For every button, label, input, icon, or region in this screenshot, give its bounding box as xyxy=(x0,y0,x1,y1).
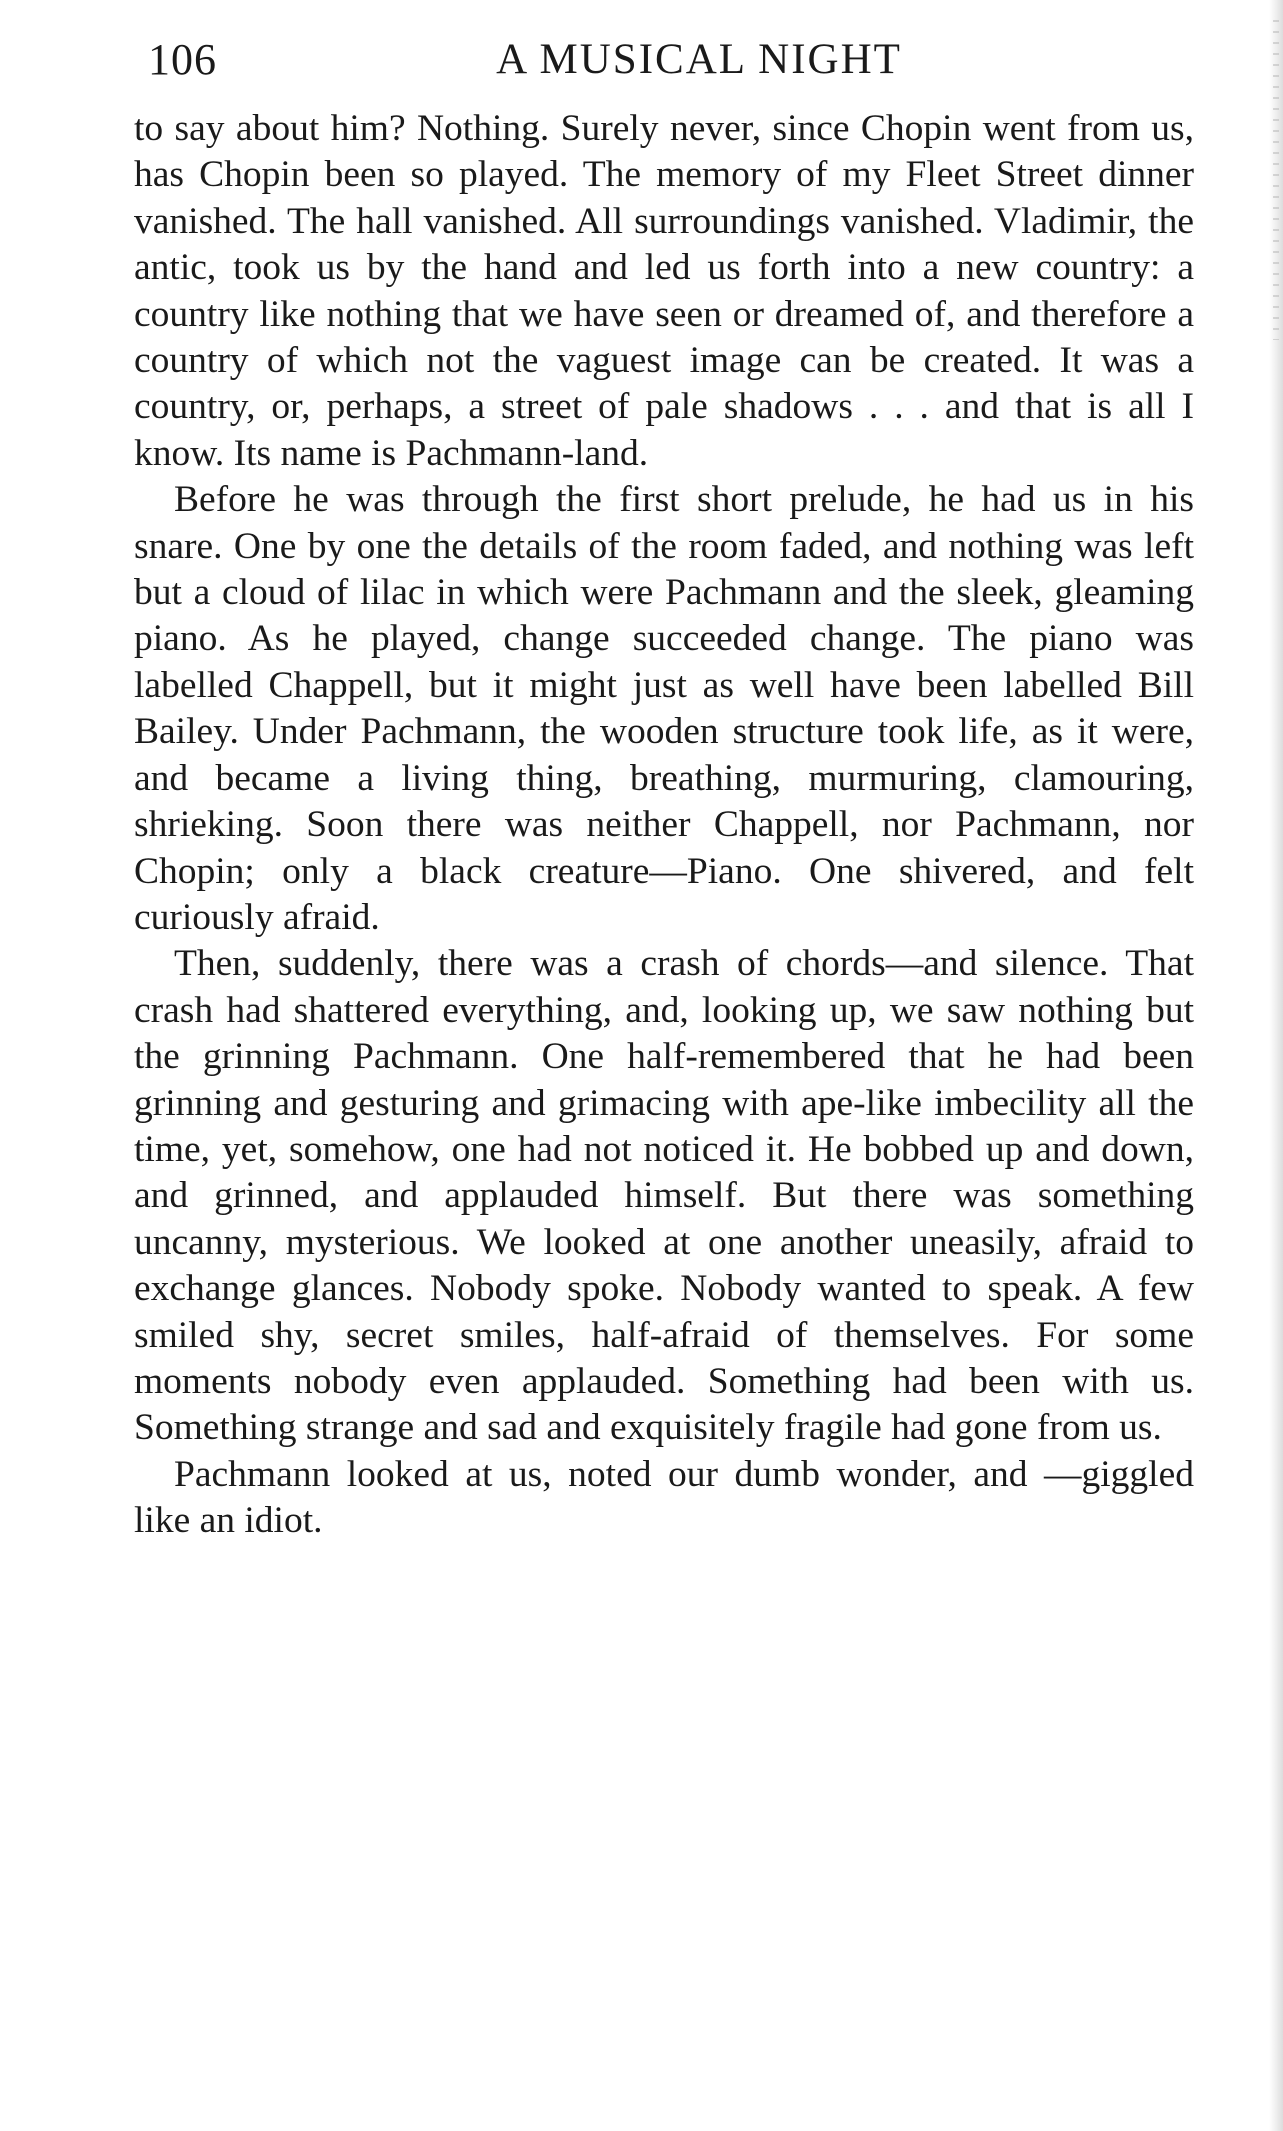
page-edge xyxy=(1269,0,1283,2131)
running-head xyxy=(148,30,1210,90)
page-edge-specks xyxy=(1273,20,1279,340)
page-number: 106 xyxy=(148,35,217,84)
running-title: A MUSICAL NIGHT xyxy=(496,36,902,83)
paragraph: Then, suddenly, there was a crash of chords—and silence. That crash had shattered everything, and, looking up, we saw nothing but the grinning Pachmann. One half-remembered that he had been grinning and gesturing and grimacing with ape-like imbecility all the time, yet, somehow, one had not noticed it. He bobbed up and down, and grinned, and applauded himself. But there was something uncanny, mysterious. We looked at one another uneasily, afraid to exchange glances. Nobody spoke. Nobody wanted to speak. A few smiled shy, secret smiles, half-afraid of themselves. For some moments nobody even applauded. Something had been with us. Something strange and sad and exquisitely fragile had gone from us. xyxy=(134,943,1194,1449)
paragraph: Before he was through the first short prelude, he had us in his snare. One by one the details of the room faded, and nothing was left but a cloud of lilac in which were Pachmann and the sleek, gleaming piano. As he played, change succeeded change. The piano was labelled Chappell, but it might just as well have been labelled Bill Bailey. Under Pachmann, the wooden structure took life, as it were, and became a living thing, breathing, murmuring, clamouring, shrieking. Soon there was neither Chappell, nor Pachmann, nor Chopin; only a black creature—Piano. One shivered, and felt curiously afraid. xyxy=(134,479,1194,938)
paragraph-continued: to say about him? Nothing. Surely never, since Chopin went from us, has Chopin been so played. The memory of my Fleet Street dinner vanished. The hall vanished. All surroundings vanished. Vladimir, the antic, took us by the hand and led us forth into a new country: a country like nothing that we have seen or dreamed of, and therefore a country of which not the vaguest image can be created. It was a country, or, perhaps, a street of pale shadows . . . and that is all I know. Its name is Pachmann-land. xyxy=(134,108,1194,474)
body-text xyxy=(134,106,1194,1545)
paragraph: Pachmann looked at us, noted our dumb wonder, and —giggled like an idiot. xyxy=(134,1453,1194,1542)
